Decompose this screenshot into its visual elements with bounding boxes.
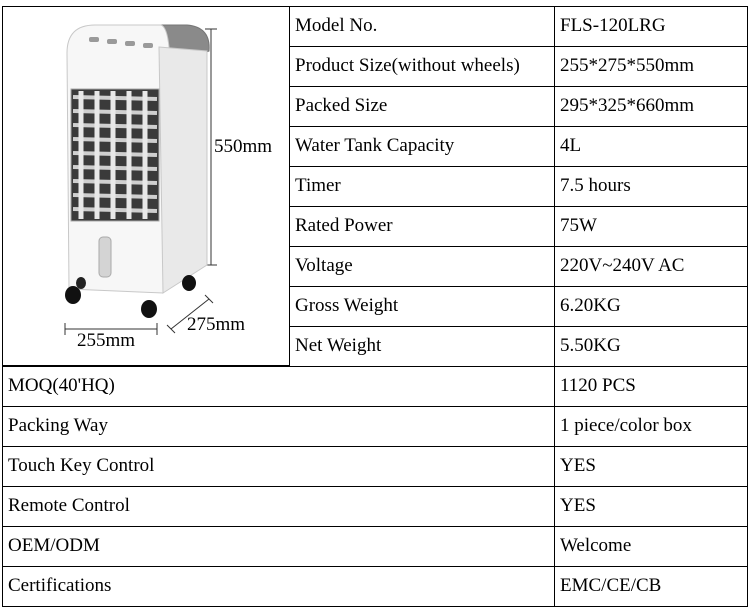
extra-value-certifications: EMC/CE/CB xyxy=(554,566,748,607)
spec-value-gross-weight: 6.20KG xyxy=(554,286,748,327)
spec-value-rated-power: 75W xyxy=(554,206,748,247)
extra-value-touch-key: YES xyxy=(554,446,748,487)
height-dimension-label: 550mm xyxy=(214,136,273,157)
extra-label-remote-control: Remote Control xyxy=(2,486,555,527)
spec-value-timer: 7.5 hours xyxy=(554,166,748,207)
extra-label-moq: MOQ(40'HQ) xyxy=(2,366,555,407)
extra-label-packing-way: Packing Way xyxy=(2,406,555,447)
spec-value-model: FLS-120LRG xyxy=(554,6,748,47)
extra-value-packing-way: 1 piece/color box xyxy=(554,406,748,447)
spec-label-timer: Timer xyxy=(289,166,555,207)
spec-label-gross-weight: Gross Weight xyxy=(289,286,555,327)
spec-label-water-tank: Water Tank Capacity xyxy=(289,126,555,167)
spec-label-packed-size: Packed Size xyxy=(289,86,555,127)
air-cooler-image xyxy=(3,7,291,367)
spec-value-packed-size: 295*325*660mm xyxy=(554,86,748,127)
depth-dimension-label: 275mm xyxy=(187,314,246,335)
spec-label-net-weight: Net Weight xyxy=(289,326,555,367)
product-image-cell xyxy=(2,6,290,366)
spec-label-model: Model No. xyxy=(289,6,555,47)
extra-label-touch-key: Touch Key Control xyxy=(2,446,555,487)
spec-label-product-size: Product Size(without wheels) xyxy=(289,46,555,87)
spec-value-water-tank: 4L xyxy=(554,126,748,167)
extra-label-certifications: Certifications xyxy=(2,566,555,607)
spec-value-product-size: 255*275*550mm xyxy=(554,46,748,87)
extra-label-oem-odm: OEM/ODM xyxy=(2,526,555,567)
extra-value-remote-control: YES xyxy=(554,486,748,527)
extra-value-moq: 1120 PCS xyxy=(554,366,748,407)
spec-label-voltage: Voltage xyxy=(289,246,555,287)
extra-value-oem-odm: Welcome xyxy=(554,526,748,567)
spec-value-voltage: 220V~240V AC xyxy=(554,246,748,287)
spec-value-net-weight: 5.50KG xyxy=(554,326,748,367)
width-dimension-label: 255mm xyxy=(77,330,136,351)
spec-label-rated-power: Rated Power xyxy=(289,206,555,247)
